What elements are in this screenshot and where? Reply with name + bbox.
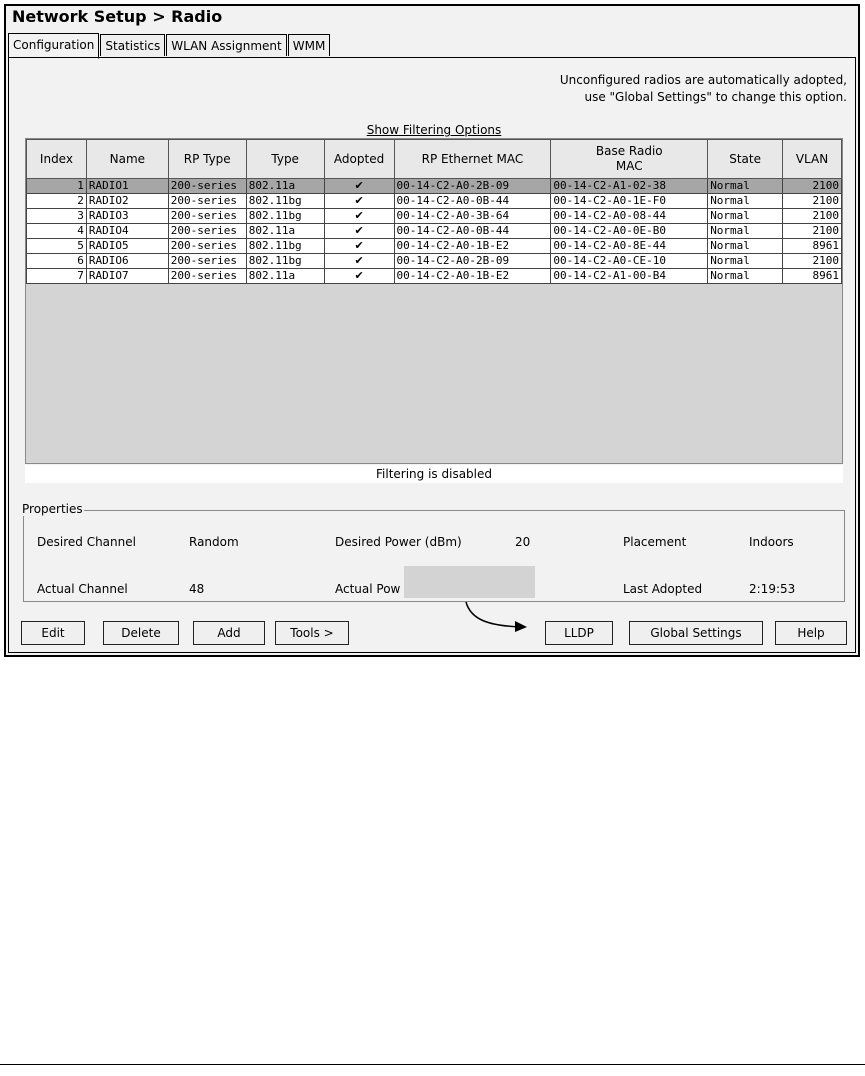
cell-index: 7 — [27, 269, 87, 284]
cell-type: 802.11bg — [246, 209, 324, 224]
table-header-row — [27, 140, 842, 179]
cell-rp-type: 200-series — [168, 254, 246, 269]
cell-type: 802.11bg — [246, 239, 324, 254]
checkmark-icon: ✔ — [324, 194, 394, 209]
table-row[interactable] — [27, 224, 842, 239]
filtering-status: Filtering is disabled — [25, 465, 843, 483]
cell-name: RADIO2 — [86, 194, 168, 209]
cell-index: 4 — [27, 224, 87, 239]
redaction-box — [404, 566, 535, 598]
col-name[interactable]: Name — [86, 140, 168, 179]
checkmark-icon: ✔ — [324, 239, 394, 254]
table-row[interactable] — [27, 194, 842, 209]
cell-vlan: 2100 — [783, 224, 842, 239]
cell-state: Normal — [708, 179, 783, 194]
radio-table — [26, 139, 842, 284]
radio-table-container — [25, 138, 843, 464]
col-type[interactable]: Type — [246, 140, 324, 179]
cell-rp-type: 200-series — [168, 269, 246, 284]
cell-name: RADIO1 — [86, 179, 168, 194]
cell-rp-mac: 00-14-C2-A0-3B-64 — [394, 209, 551, 224]
cell-rp-mac: 00-14-C2-A0-1B-E2 — [394, 269, 551, 284]
col-state[interactable]: State — [708, 140, 783, 179]
cell-rp-type: 200-series — [168, 194, 246, 209]
cell-state: Normal — [708, 194, 783, 209]
cell-type: 802.11bg — [246, 194, 324, 209]
table-row[interactable] — [27, 269, 842, 284]
desired-power-label: Desired Power (dBm) — [335, 535, 462, 549]
cell-base-mac: 00-14-C2-A0-CE-10 — [551, 254, 708, 269]
col-base-radio-mac[interactable] — [551, 140, 708, 179]
col-rp-ethernet-mac[interactable]: RP Ethernet MAC — [394, 140, 551, 179]
table-row[interactable] — [27, 179, 842, 194]
col-vlan[interactable]: VLAN — [783, 140, 842, 179]
adoption-notice-line-1: Unconfigured radios are automatically adopted, — [559, 73, 847, 87]
page-bottom-rule — [0, 1064, 865, 1065]
tools-button[interactable]: Tools > — [275, 621, 349, 645]
help-button[interactable]: Help — [775, 621, 847, 645]
cell-rp-type: 200-series — [168, 239, 246, 254]
placement-value: Indoors — [749, 535, 794, 549]
cell-base-mac: 00-14-C2-A0-1E-F0 — [551, 194, 708, 209]
last-adopted-value: 2:19:53 — [749, 582, 796, 596]
desired-channel-label: Desired Channel — [37, 535, 136, 549]
table-row[interactable] — [27, 209, 842, 224]
tab-wlan-assignment[interactable]: WLAN Assignment — [166, 34, 286, 56]
cell-index: 5 — [27, 239, 87, 254]
cell-base-mac: 00-14-C2-A1-00-B4 — [551, 269, 708, 284]
tab-wmm[interactable]: WMM — [288, 34, 331, 56]
cell-base-mac: 00-14-C2-A0-0E-B0 — [551, 224, 708, 239]
global-settings-button[interactable]: Global Settings — [629, 621, 763, 645]
cell-type: 802.11a — [246, 269, 324, 284]
desired-power-value: 20 — [515, 535, 531, 549]
col-rp-type[interactable]: RP Type — [168, 140, 246, 179]
cell-state: Normal — [708, 209, 783, 224]
cell-base-mac: 00-14-C2-A1-02-38 — [551, 179, 708, 194]
cell-index: 3 — [27, 209, 87, 224]
checkmark-icon: ✔ — [324, 269, 394, 284]
cell-rp-type: 200-series — [168, 209, 246, 224]
window-title: Network Setup > Radio — [12, 7, 223, 26]
curved-arrow-icon — [449, 598, 539, 638]
delete-button[interactable]: Delete — [103, 621, 179, 645]
cell-name: RADIO5 — [86, 239, 168, 254]
cell-base-mac: 00-14-C2-A0-8E-44 — [551, 239, 708, 254]
placement-label: Placement — [623, 535, 687, 549]
cell-vlan: 2100 — [783, 209, 842, 224]
cell-rp-type: 200-series — [168, 224, 246, 239]
checkmark-icon: ✔ — [324, 254, 394, 269]
properties-title: Properties — [22, 502, 83, 516]
cell-rp-mac: 00-14-C2-A0-2B-09 — [394, 254, 551, 269]
add-button[interactable]: Add — [193, 621, 265, 645]
cell-vlan: 2100 — [783, 254, 842, 269]
checkmark-icon: ✔ — [324, 224, 394, 239]
cell-state: Normal — [708, 254, 783, 269]
cell-base-mac: 00-14-C2-A0-08-44 — [551, 209, 708, 224]
adoption-notice-line-2: use "Global Settings" to change this option. — [584, 90, 847, 104]
configuration-panel — [8, 57, 856, 653]
actual-channel-label: Actual Channel — [37, 582, 128, 596]
cell-rp-mac: 00-14-C2-A0-2B-09 — [394, 179, 551, 194]
cell-index: 6 — [27, 254, 87, 269]
cell-rp-mac: 00-14-C2-A0-0B-44 — [394, 194, 551, 209]
radio-window — [4, 4, 860, 657]
cell-rp-mac: 00-14-C2-A0-1B-E2 — [394, 239, 551, 254]
desired-channel-value: Random — [189, 535, 239, 549]
lldp-button[interactable]: LLDP — [545, 621, 613, 645]
cell-index: 2 — [27, 194, 87, 209]
cell-rp-type: 200-series — [168, 179, 246, 194]
cell-name: RADIO6 — [86, 254, 168, 269]
cell-state: Normal — [708, 224, 783, 239]
cell-state: Normal — [708, 239, 783, 254]
cell-rp-mac: 00-14-C2-A0-0B-44 — [394, 224, 551, 239]
cell-vlan: 8961 — [783, 239, 842, 254]
cell-vlan: 2100 — [783, 194, 842, 209]
cell-type: 802.11bg — [246, 254, 324, 269]
cell-vlan: 8961 — [783, 269, 842, 284]
col-base-radio-mac-label: Base Radio MAC — [595, 144, 663, 173]
tab-bar — [8, 34, 331, 56]
checkmark-icon: ✔ — [324, 179, 394, 194]
cell-state: Normal — [708, 269, 783, 284]
edit-button[interactable]: Edit — [21, 621, 85, 645]
tab-configuration[interactable]: Configuration — [8, 33, 99, 59]
tab-statistics[interactable]: Statistics — [100, 34, 165, 56]
cell-type: 802.11a — [246, 224, 324, 239]
col-adopted[interactable]: Adopted — [324, 140, 394, 179]
cell-vlan: 2100 — [783, 179, 842, 194]
table-row[interactable] — [27, 239, 842, 254]
cell-index: 1 — [27, 179, 87, 194]
actual-channel-value: 48 — [189, 582, 205, 596]
actual-power-label: Actual Pow — [335, 582, 401, 596]
cell-name: RADIO7 — [86, 269, 168, 284]
cell-name: RADIO4 — [86, 224, 168, 239]
last-adopted-label: Last Adopted — [623, 582, 703, 596]
col-index[interactable]: Index — [27, 140, 87, 179]
table-row[interactable] — [27, 254, 842, 269]
cell-name: RADIO3 — [86, 209, 168, 224]
cell-type: 802.11a — [246, 179, 324, 194]
checkmark-icon: ✔ — [324, 209, 394, 224]
show-filtering-options-link[interactable]: Show Filtering Options — [366, 123, 502, 137]
adoption-notice — [517, 72, 847, 106]
